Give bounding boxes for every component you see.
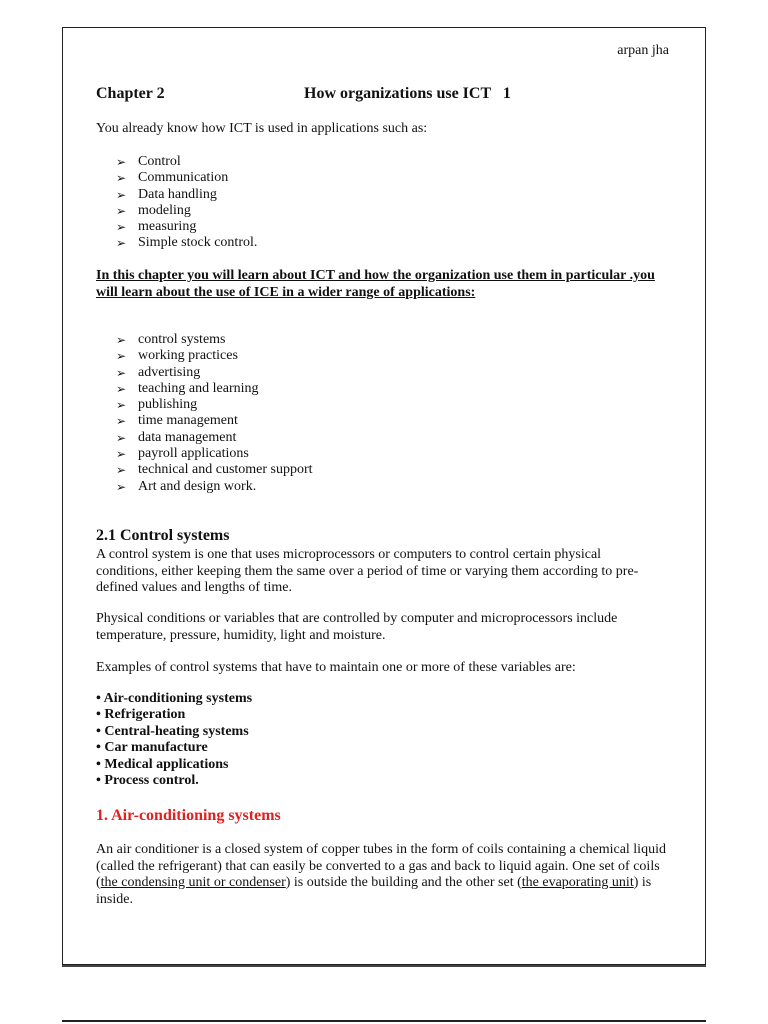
next-page-edge xyxy=(62,1020,706,1022)
list-item: ➢ teaching and learning xyxy=(116,380,259,396)
arrow-bullet-icon: ➢ xyxy=(116,430,127,445)
section-paragraph-2: Physical conditions or variables that are controlled by computer and microprocessors include temperature, pressure, humidity, light and moisture. xyxy=(96,611,618,643)
arrow-bullet-icon: ➢ xyxy=(116,333,127,347)
arrow-bullet-icon: ➢ xyxy=(116,398,127,413)
list-item: ➢ publishing xyxy=(116,397,198,413)
list-item: • Refrigeration xyxy=(96,707,186,723)
list-item: ➢ Art and design work. xyxy=(116,478,257,494)
arrow-bullet-icon: ➢ xyxy=(116,414,127,429)
list-item: • Process control. xyxy=(96,772,199,788)
arrow-bullet-icon: ➢ xyxy=(116,203,127,218)
list-item: ➢ payroll applications xyxy=(116,446,249,462)
intro-list xyxy=(116,154,257,252)
list-item: ➢ Control xyxy=(116,154,181,169)
list-item: ➢ technical and customer support xyxy=(116,462,313,478)
section-heading: 2.1 Control systems xyxy=(96,527,230,544)
chapter-title: How organizations use ICT 1 xyxy=(304,85,511,102)
list-item: ➢ data management xyxy=(116,429,237,445)
list-item: • Air-conditioning systems xyxy=(96,691,253,706)
subsection-paragraph: An air conditioner is a closed system of copper tubes in the form of coils containing a chemical liquid (called the refrigerant) that can easily be converted to a gas and back to liquid again. One set of coils (the condensing unit or condenser) is outside the building and the other set (the evaporating unit) is inside. xyxy=(96,842,666,907)
chapter-label: Chapter 2 xyxy=(96,85,165,102)
list-item: • Medical applications xyxy=(96,756,229,772)
arrow-bullet-icon: ➢ xyxy=(116,171,127,186)
subsection-heading: 1. Air-conditioning systems xyxy=(96,807,281,824)
list-item: ➢ Data handling xyxy=(116,186,217,202)
list-item: • Central-heating systems xyxy=(96,723,249,739)
list-item: ➢ modeling xyxy=(116,202,191,218)
evaporator-term: the evaporating unit xyxy=(521,875,634,890)
arrow-bullet-icon: ➢ xyxy=(116,155,127,169)
arrow-bullet-icon: ➢ xyxy=(116,187,127,202)
arrow-bullet-icon: ➢ xyxy=(116,463,127,478)
list-item: ➢ Communication xyxy=(116,170,229,186)
arrow-bullet-icon: ➢ xyxy=(116,365,127,380)
list-item: • Car manufacture xyxy=(96,740,208,756)
examples-list xyxy=(96,691,252,789)
condenser-term: the condensing unit or condenser xyxy=(100,875,286,890)
topics-list xyxy=(116,332,313,495)
intro-text: You already know how ICT is used in applications such as: xyxy=(96,121,428,136)
list-item: ➢ Simple stock control. xyxy=(116,235,258,251)
list-item: ➢ working practices xyxy=(116,348,238,364)
arrow-bullet-icon: ➢ xyxy=(116,447,127,462)
arrow-bullet-icon: ➢ xyxy=(116,349,127,364)
section-paragraph-3: Examples of control systems that have to maintain one or more of these variables are: xyxy=(96,660,576,675)
arrow-bullet-icon: ➢ xyxy=(116,220,127,235)
list-item: ➢ advertising xyxy=(116,364,201,380)
arrow-bullet-icon: ➢ xyxy=(116,381,127,396)
document-page xyxy=(62,27,706,965)
section-paragraph-1: A control system is one that uses microprocessors or computers to control certain physical conditions, either keeping them the same over a period of time or varying them according to pre-defined values and lengths of time. xyxy=(96,547,639,595)
list-item: ➢ control systems xyxy=(116,332,226,347)
author-name: arpan jha xyxy=(617,43,669,58)
list-item: ➢ time management xyxy=(116,413,238,429)
arrow-bullet-icon: ➢ xyxy=(116,479,127,494)
arrow-bullet-icon: ➢ xyxy=(116,236,127,251)
chapter-objective: In this chapter you will learn about ICT and how the organization use them in particular .you will learn about the use of ICE in a wider range of applications: xyxy=(96,268,655,300)
list-item: ➢ measuring xyxy=(116,219,197,235)
